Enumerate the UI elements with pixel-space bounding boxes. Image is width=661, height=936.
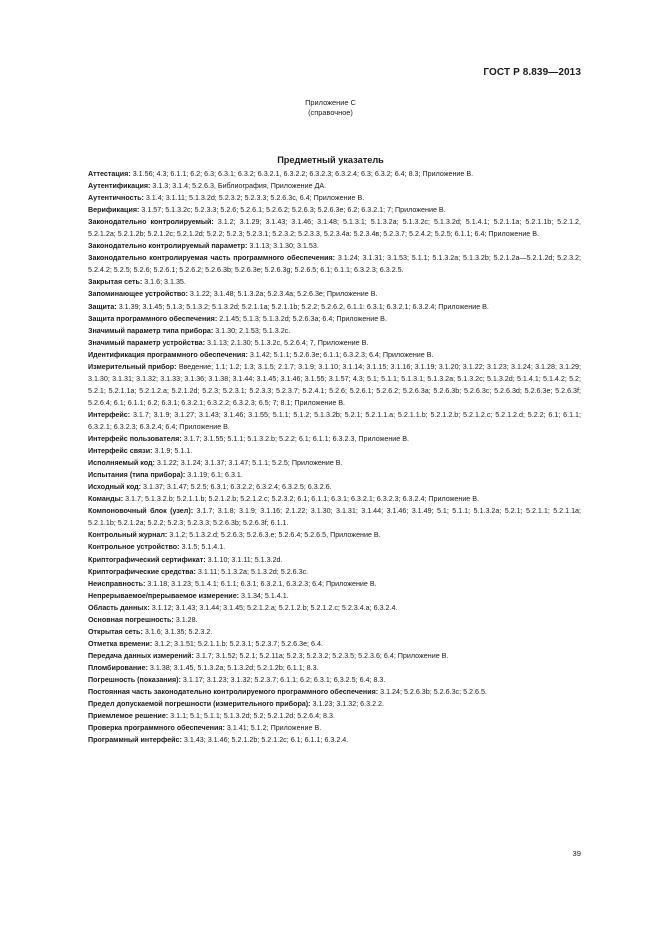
index-term: Законодательно контролируемая часть программного обеспечения: [88, 254, 336, 263]
index-references: 3.1.30; 2.1.53; 5.1.3.2с. [215, 326, 291, 335]
index-term: Законодательно контролируемый параметр: [88, 242, 248, 251]
index-entry [88, 505, 581, 529]
index-entry [88, 445, 581, 457]
index-term: Погрешность (показания): [88, 675, 181, 684]
index-references: 3.1.41; 5.1.2; Приложение В. [226, 724, 322, 733]
index-term: Контрольное устройство: [88, 543, 180, 552]
index-term: Защита программного обеспечения: [88, 314, 218, 323]
index-term: Отметка времени: [88, 639, 153, 648]
index-term: Программный интерфейс: [88, 736, 182, 745]
index-term: Защита: [88, 302, 117, 311]
index-term: Законодательно контролируемый: [88, 218, 214, 227]
index-term: Открытая сеть: [88, 627, 143, 636]
index-entry [88, 276, 581, 288]
index-references: 2.1.45; 5.1.3; 5.1.3.2d; 5.2.6.3а; 6.4; Приложение В. [219, 314, 387, 323]
index-entry [88, 626, 581, 638]
index-references: 3.1.7; 3.1.8; 3.1.9; 3.1.16; 2.1.22; 3.1.30; 3.1.31; 3.1.44; 3.1.46; 3.1.49; 5.1; 5.1.1; 5.1.3.2а; 5.2.1; 5.2.1.1; 5.2.1.1а; 5.2.1.1b; 5.2.1.2а; 5.2.2; 5.2.3; 5.2.3.3; 5.2.6.3b; 5.2.6.3f; 6.1.1. [88, 507, 582, 528]
page-number: 39 [572, 849, 581, 858]
index-entry [88, 349, 581, 361]
standard-header: ГОСТ Р 8.839—2013 [483, 67, 581, 78]
index-references: 3.1.7; 3.1.52; 5.2.1; 5.2.11а; 5.2.3; 5.2.3.2; 5.2.3.5; 5.2.3.6; 6.4; Приложение В. [195, 651, 449, 660]
index-term: Постоянная часть законодательно контролируемого программного обеспечения: [88, 688, 379, 697]
index-entry [88, 638, 581, 650]
index-entry [88, 566, 581, 578]
index-entry [88, 493, 581, 505]
index-term: Криптографические средства: [88, 567, 196, 576]
index-term: Аутентичность: [88, 194, 144, 203]
index-references: 3.1.7; 5.1.3.2.b; 5.2.1.1.b; 5.2.1.2.b; 5.2.1.2.с; 5.2.3.2; 6.1; 6.1.1; 6.3.1; 6.3.2.1; 6.3.2.3; 6.3.2.4; Приложение В. [125, 495, 480, 504]
subject-index-list [88, 168, 581, 746]
index-entry [88, 216, 581, 240]
index-term: Идентификация программного обеспечения: [88, 350, 248, 359]
index-references: 3.1.43; 3.1.46; 5.2.1.2b; 5.2.1.2с; 6.1; 6.1.1; 6.3.2.4. [183, 736, 349, 745]
index-entry [88, 337, 581, 349]
index-term: Приемлемое решение: [88, 712, 169, 721]
index-references: 3.1.56; 4.3; 6.1.1; 6.2; 6.3; 6.3.1; 6.3.2; 6.3.2.1, 6.3.2.2; 6.3.2.3; 6.3.2.4; 6.3; 6.3.2; 6.4; 8.3; Приложение В. [132, 170, 474, 178]
appendix-title: Приложение С [305, 98, 356, 107]
index-references: 3.1.6; 3.1.35. [144, 278, 186, 287]
index-term: Область данных: [88, 603, 150, 612]
index-entry [88, 698, 581, 710]
index-references: 3.1.38; 3.1.45, 5.1.3.2а; 5.1.3.2d; 5.2.1.2b; 6.1.1; 8.3. [149, 663, 319, 672]
index-entry [88, 325, 581, 337]
index-entry [88, 674, 581, 686]
index-entry [88, 409, 581, 433]
index-references: 3.1.18; 3.1.23; 5.1.4.1; 6.1.1; 6.3.1; 6.3.2.1, 6.3.2.3; 6.4; Приложение В. [147, 579, 377, 588]
index-references: 3.1.3; 3.1.4; 5.2.6.3, Библиография, Приложение ДА. [152, 182, 327, 191]
index-entry [88, 457, 581, 469]
index-entry [88, 662, 581, 674]
index-references: 3.1.13; 3.1.30; 3.1.53. [249, 242, 319, 251]
index-term: Неисправность: [88, 579, 146, 588]
index-references: 3.1.28. [175, 615, 198, 624]
index-entry [88, 288, 581, 300]
index-entry [88, 469, 581, 481]
index-entry [88, 686, 581, 698]
index-term: Верификация: [88, 206, 140, 215]
index-term: Закрытая сеть: [88, 278, 143, 287]
index-references: 3.1.42; 5.1.1; 5.2.6.3е; 6.1.1; 6.3.2.3; 6.4; Приложение В. [249, 350, 434, 359]
index-references: 3.1.24; 3.1.31; 3.1.53; 5.1.1; 5.1.3.2а; 5.1.3.2b; 5.2.1.2a—5.2.1.2d; 5.2.3.2; 5.2.4.2; 5.2.5; 5.2.6; 5.2.6.1; 5.2.6.2; 5.2.6.3b; 5.2.6.3е; 5.2.6.3g; 5.2.6.5; 6.1; 6.1.1; 6.3.2.3; 6.3.2.5. [88, 254, 581, 275]
index-entry [88, 301, 581, 313]
index-references: 3.1.13; 2.1.30; 5.1.3.2с, 5.2.6.4; 7, Приложение В. [206, 338, 369, 347]
index-term: Измерительный прибор: [88, 362, 177, 371]
index-references: 3.1.23; 3.1.32; 6.3.2.2. [312, 700, 384, 709]
index-references: 3.1.17; 3.1.23; 3.1.32; 5.2.3.7; 6.1.1; 6.2; 6.3.1; 6.3.2.5; 6.4; 8.3. [182, 675, 386, 684]
index-term: Исходный код: [88, 483, 142, 492]
index-term: Значимый параметр типа прибора: [88, 326, 214, 335]
index-entry [88, 650, 581, 662]
index-references: 3.1.11; 5.1.3.2а; 5.1.3.2d; 5.2.6.3с. [197, 567, 309, 576]
index-entry [88, 529, 581, 541]
index-references: 3.1.34; 5.1.4.1. [241, 591, 289, 600]
index-entry [88, 433, 581, 445]
index-term: Запоминающее устройство: [88, 290, 188, 299]
index-references: 3.1.1; 5.1; 5.1.1; 5.1.3.2d; 5.2; 5.2.1.2d; 5.2.6.4; 8.3. [170, 712, 335, 721]
index-references: 3.1.5; 5.1.4.1. [181, 543, 226, 552]
index-term: Непрерываемое/прерываемое измерение: [88, 591, 240, 600]
index-entry [88, 192, 581, 204]
index-references: 3.1.19; 6.1; 6.3.1. [187, 471, 243, 480]
index-references: 3.1.4; 3.1.11; 5.1.3.2d; 5.2.3.2; 5.2.3.3; 5.2.6.3с, 6.4; Приложение В. [145, 194, 365, 203]
index-references: 3.1.9; 5.1.1. [154, 447, 193, 456]
index-entry [88, 541, 581, 553]
index-term: Проверка программного обеспечения: [88, 724, 225, 733]
index-term: Интерфейс: [88, 410, 131, 419]
index-term: Криптографический сертификат: [88, 555, 206, 564]
index-entry [88, 481, 581, 493]
index-references: 3.1.39; 3.1.45; 5.1.3; 5.1.3.2; 5.1.3.2d; 5.2.1.1a; 5.2.1.1b; 5.2.2; 5.2.6.2, 6.1.1: 6.3.1; 6.3.2.1; 6.3.2.4; Приложение В. [118, 302, 489, 311]
index-references: 3.1.22; 3.1.48; 5.1.3.2а; 5.2.3.4а; 5.2.6.3е; Приложение В. [189, 290, 378, 299]
index-references: 3.1.2; 3.1.51; 5.2.1.1.b; 5.2.3.1; 5.2.3.7; 5.2.6.3е; 6.4. [154, 639, 323, 648]
index-references: 3.1.2; 5.1.3.2.d; 5.2.6.3; 5.2.6.3.е; 5.2.6.4; 5.2.6.5, Приложение В. [169, 531, 381, 540]
index-term: Контрольный журнал: [88, 531, 168, 540]
index-references: Введение; 1.1; 1.2; 1.3; 3.1.5; 2.1.7; 3.1.9; 3.1.10; 3.1.14; 3.1.15; 3.1.16; 3.1.19; 3.1.20; 3.1.22; 3.1.23; 3.1.24; 3.1.28; 3.1.29; 3.1.30; 3.1.31; 3.1.32; 3.1.33; 3.1.36; 3.1.38; 3.1.44; 3.1.45; 3.1.46; 3.1.55; 3.1.57; 4.3; 5.1; 5.1.1; 5.1.3.1; 5.1.3.2а; 5.1.3.2с; 5.1.3.2d; 5.1.4.1; 5.1.4.2; 5.2; 5.2.1; 5.2.1.1а; 5.2.1.2.а; 5.2.1.2d; 5.2.3; 5.2.3.1; 5.2.3.3; 5.2.3.7; 5.2.4.1; 5.2.6; 5.2.6.1; 5.2.6.2; 5.2.6.3а; 5.2.6.3b; 5.2.6.3с; 5.2.6.3d; 5.2.6.3е; 5.2.6.3f; 5.2.6.4; 6.1; 6.1.1; 6.2; 6.3.1; 6.3.2.1; 6.3.2.2; 6.3.2.3; 6.5; 7; 8.1; Приложение В. [88, 362, 582, 407]
index-term: Исполняемый код: [88, 459, 155, 468]
appendix-subtitle: (справочное) [308, 108, 353, 117]
index-entry [88, 361, 581, 409]
index-entry [88, 252, 581, 276]
index-term: Пломбирование: [88, 663, 148, 672]
index-entry [88, 168, 581, 180]
index-references: 3.1.7; 3.1.55; 5.1.1; 5.1.3.2.b; 5.2.2; 6.1; 6.1.1; 6.3.2.3, Приложение В. [183, 435, 409, 444]
index-entry [88, 590, 581, 602]
index-term: Испытания (типа прибора): [88, 471, 186, 480]
index-entry [88, 554, 581, 566]
index-entry [88, 722, 581, 734]
index-entry [88, 180, 581, 192]
index-term: Аттестация: [88, 170, 131, 178]
index-entry [88, 710, 581, 722]
index-references: 3.1.7; 3.1.9; 3.1.27; 3.1.43; 3.1.46; 3.1.55; 5.1.1; 5.1.2; 5.1.3.2b; 5.2.1; 5.2.1.1.а; 5.2.1.1.b; 5.2.1.2.b; 5.2.1.2.с; 5.2.1.2.d; 5.2.2; 6.1; 6.1.1; 6.3.2.1; 6.3.2.3; 6.3.2.4; 6.4; Приложение В. [88, 410, 581, 431]
index-references: 3.1.24; 5.2.6.3b; 5.2.6.3с; 5.2.6.5. [380, 688, 487, 697]
index-term: Компоновочный блок (узел): [88, 507, 194, 516]
index-references: 3.1.22; 3.1.24; 3.1.37; 3.1.47; 5.1.1; 5.2.5; Приложение В. [156, 459, 343, 468]
index-term: Предел допускаемой погрешности (измерительного прибора): [88, 700, 311, 709]
index-term: Аутентификация: [88, 182, 151, 191]
index-term: Интерфейс связи: [88, 447, 153, 456]
index-references: 3.1.2; 3.1.29; 3.1.43; 3.1.46; 3.1.48; 5.1.3.1; 5.1.3.2а; 5.1.3.2с; 5.1.3.2d; 5.1.4.1; 5.2.1.1a; 5.2.1.1b; 5.2.1.2, 5.2.1.2a; 5.2.1.2b; 5.2.1.2c; 5.2.1.2d; 5.2.2; 5.2.3; 5.2.3.1; 5.2.3.2; 5.2.3.3, 5.2.3.4a: 5.2.3.4в; 5.2.3.7; 5.2.4.2; 5.2.5; 6.1.1; 6.4; Приложение В. [88, 218, 582, 239]
index-entry [88, 578, 581, 590]
index-term: Интерфейс пользователя: [88, 435, 182, 444]
index-title: Предметный указатель [277, 155, 384, 165]
index-references: 3.1.10; 3.1.11; 5.1.3.2d. [207, 555, 283, 564]
index-references: 3.1.12; 3.1.43; 3.1.44; 3.1.45; 5.2.1.2.а; 5.2.1.2.b; 5.2.1.2.с; 5.2.3.4.а; 6.3.2.4. [151, 603, 398, 612]
index-references: 3.1.37; 3.1.47; 5.2.5; 6.3.1; 6.3.2.2; 6.3.2.4; 6.3.2.5; 6.3.2.6. [143, 483, 332, 492]
index-entry [88, 313, 581, 325]
index-term: Передача данных измерений: [88, 651, 194, 660]
index-references: 3.1.57; 5.1.3.2с; 5.2.3.3; 5.2.6; 5.2.6.1; 5.2.6.2; 5.2.6.3; 5.2.6.3е; 6.2; 6.3.2.1; 7; Приложение В. [141, 206, 446, 215]
index-term: Основная погрешность: [88, 615, 174, 624]
index-entry [88, 240, 581, 252]
appendix-heading [0, 98, 661, 118]
index-entry [88, 204, 581, 216]
index-references: 3.1.6; 3.1.35; 5.2.3.2. [144, 627, 213, 636]
index-term: Команды: [88, 495, 124, 504]
index-entry [88, 614, 581, 626]
index-entry [88, 602, 581, 614]
index-term: Значимый параметр устройства: [88, 338, 205, 347]
index-entry [88, 734, 581, 746]
